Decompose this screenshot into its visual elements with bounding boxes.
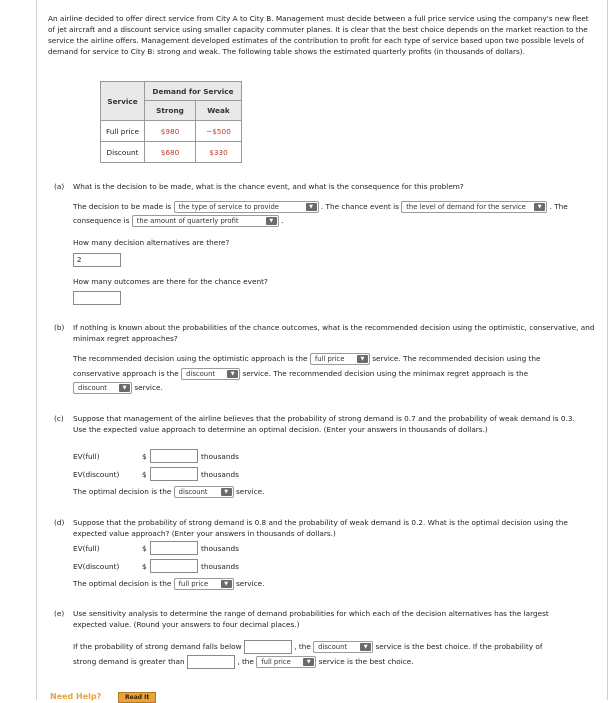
text: strong demand is greater than bbox=[73, 657, 185, 666]
cell-value: $330 bbox=[196, 142, 242, 163]
cell-value: $680 bbox=[145, 142, 196, 163]
part-b-line2 bbox=[73, 368, 528, 380]
ev-full-input-d[interactable] bbox=[150, 541, 198, 555]
chevron-down-icon: ▼ bbox=[360, 643, 371, 651]
text: . The chance event is bbox=[320, 202, 399, 211]
part-c-question: Suppose that management of the airline believes that the probability of strong demand is 0.7 and the probability of weak demand is 0.3. Use the expected value approach to determine an optimal decision. (Enter your answers in thousands of dollars.) bbox=[73, 414, 575, 434]
currency: $ bbox=[142, 470, 147, 479]
chevron-down-icon: ▼ bbox=[221, 488, 232, 496]
part-e-letter: (e) bbox=[54, 609, 65, 618]
part-b-line3 bbox=[73, 382, 163, 394]
optimistic-select-value: full price bbox=[314, 355, 345, 363]
text: , the bbox=[294, 642, 311, 651]
optimal-select-c-value: discount bbox=[178, 488, 208, 496]
text: If the probability of strong demand falls below bbox=[73, 642, 242, 651]
text: service. bbox=[235, 579, 265, 588]
part-e-line1 bbox=[73, 640, 542, 654]
decision-select[interactable] bbox=[174, 201, 319, 213]
currency: $ bbox=[142, 544, 147, 553]
above-choice-select-value: full price bbox=[261, 658, 291, 666]
col-strong: Strong bbox=[145, 101, 196, 121]
text: conservative approach is the bbox=[73, 369, 179, 378]
minimax-select[interactable] bbox=[73, 382, 132, 394]
chance-event-select-value: the level of demand for the service bbox=[406, 203, 526, 211]
part-b-letter: (b) bbox=[54, 323, 65, 332]
part-c-optimal bbox=[73, 486, 264, 498]
chevron-down-icon: ▼ bbox=[534, 203, 545, 211]
cell-value: $980 bbox=[145, 121, 196, 142]
minimax-select-value: discount bbox=[78, 384, 107, 392]
text: service is the best choice. bbox=[318, 657, 414, 666]
chevron-down-icon: ▼ bbox=[357, 355, 368, 363]
text: service. bbox=[134, 383, 163, 392]
part-a-question: What is the decision to be made, what is the chance event, and what is the consequence for this problem? bbox=[73, 182, 464, 191]
part-b-question: If nothing is known about the probabilities of the chance outcomes, what is the recommended decision using the optimistic, conservative, and minimax regret approaches? bbox=[73, 323, 595, 343]
ev-discount-input-d[interactable] bbox=[150, 559, 198, 573]
outcomes-input[interactable] bbox=[73, 291, 121, 305]
unit-label: thousands bbox=[201, 452, 239, 461]
conservative-select-value: discount bbox=[186, 370, 216, 378]
prob-lower-input[interactable] bbox=[244, 640, 292, 654]
below-choice-select-value: discount bbox=[318, 643, 348, 651]
cell-value: −$500 bbox=[196, 121, 242, 142]
ev-full-label: EV(full) bbox=[73, 452, 100, 461]
text: The optimal decision is the bbox=[73, 487, 172, 496]
prob-upper-input[interactable] bbox=[187, 655, 235, 669]
part-a-q3: How many outcomes are there for the chance event? bbox=[73, 277, 268, 286]
chevron-down-icon: ▼ bbox=[306, 203, 317, 211]
part-d-question: Suppose that the probability of strong demand is 0.8 and the probability of weak demand is 0.2. What is the optimal decision using the expected value approach? (Enter your answers in thousands of dollars.) bbox=[73, 518, 568, 538]
part-d-optimal bbox=[73, 578, 264, 590]
part-a-q2: How many decision alternatives are there? bbox=[73, 238, 230, 247]
part-a-line1 bbox=[73, 201, 568, 213]
part-a-letter: (a) bbox=[54, 182, 65, 191]
payoff-table bbox=[100, 81, 242, 163]
below-choice-select[interactable] bbox=[313, 641, 373, 653]
optimal-select-c[interactable] bbox=[174, 486, 234, 498]
part-e-question: Use sensitivity analysis to determine the range of demand probabilities for which each of the decision alternatives has the largest expected value. (Round your answers to four decimal places.) bbox=[73, 609, 549, 629]
optimal-select-d-value: full price bbox=[178, 580, 209, 588]
service-header: Service bbox=[101, 82, 145, 121]
part-c-letter: (c) bbox=[54, 414, 64, 423]
part-e-line2 bbox=[73, 655, 414, 669]
col-weak: Weak bbox=[196, 101, 242, 121]
part-a-line2 bbox=[73, 215, 283, 227]
consequence-select-value: the amount of quarterly profit bbox=[136, 217, 239, 225]
text: consequence is bbox=[73, 216, 130, 225]
part-d-letter: (d) bbox=[54, 518, 65, 527]
row-label: Full price bbox=[101, 121, 145, 142]
text: service. bbox=[235, 487, 265, 496]
unit-label: thousands bbox=[201, 562, 239, 571]
alternatives-input[interactable]: 2 bbox=[73, 253, 121, 267]
need-help-label: Need Help? bbox=[50, 692, 102, 701]
text: The optimal decision is the bbox=[73, 579, 172, 588]
text: service. The recommended decision using the bbox=[372, 354, 541, 363]
chance-event-select[interactable] bbox=[401, 201, 547, 213]
ev-discount-input[interactable] bbox=[150, 467, 198, 481]
unit-label: thousands bbox=[201, 470, 239, 479]
text: . The bbox=[549, 202, 568, 211]
text: . bbox=[281, 216, 284, 225]
chevron-down-icon: ▼ bbox=[227, 370, 238, 378]
chevron-down-icon: ▼ bbox=[303, 658, 314, 666]
ev-full-input[interactable] bbox=[150, 449, 198, 463]
text: , the bbox=[237, 657, 254, 666]
ev-discount-label: EV(discount) bbox=[73, 562, 120, 571]
conservative-select[interactable] bbox=[181, 368, 240, 380]
optimistic-select[interactable] bbox=[310, 353, 370, 365]
consequence-select[interactable] bbox=[132, 215, 279, 227]
text: The decision to be made is bbox=[73, 202, 172, 211]
optimal-select-d[interactable] bbox=[174, 578, 234, 590]
demand-header: Demand for Service bbox=[145, 82, 242, 101]
text: service. The recommended decision using the minimax regret approach is the bbox=[242, 369, 529, 378]
chevron-down-icon: ▼ bbox=[119, 384, 130, 392]
part-b-line1 bbox=[73, 353, 541, 365]
read-it-button-wrap bbox=[118, 692, 156, 703]
chevron-down-icon: ▼ bbox=[221, 580, 232, 588]
row-label: Discount bbox=[101, 142, 145, 163]
text: The recommended decision using the optimistic approach is the bbox=[73, 354, 308, 363]
read-it-button[interactable]: Read It bbox=[118, 692, 156, 703]
unit-label: thousands bbox=[201, 544, 239, 553]
decision-select-value: the type of service to provide bbox=[178, 203, 279, 211]
text: service is the best choice. If the probability of bbox=[375, 642, 543, 651]
ev-full-label: EV(full) bbox=[73, 544, 100, 553]
chevron-down-icon: ▼ bbox=[266, 217, 277, 225]
above-choice-select[interactable] bbox=[256, 656, 316, 668]
currency: $ bbox=[142, 452, 147, 461]
problem-intro: An airline decided to offer direct service from City A to City B. Management must decide between a full price service using the company's new fleet of jet aircraft and a discount service using smaller capacity commuter planes. It is clear that the best choice depends on the market reaction to the service the airline offers. Management developed estimates of the contribution to profit for each type of service based upon two possible levels of demand for service to City B: strong and weak. The following table shows the estimated quarterly profits (in thousands of dollars). bbox=[48, 14, 589, 56]
ev-discount-label: EV(discount) bbox=[73, 470, 120, 479]
currency: $ bbox=[142, 562, 147, 571]
